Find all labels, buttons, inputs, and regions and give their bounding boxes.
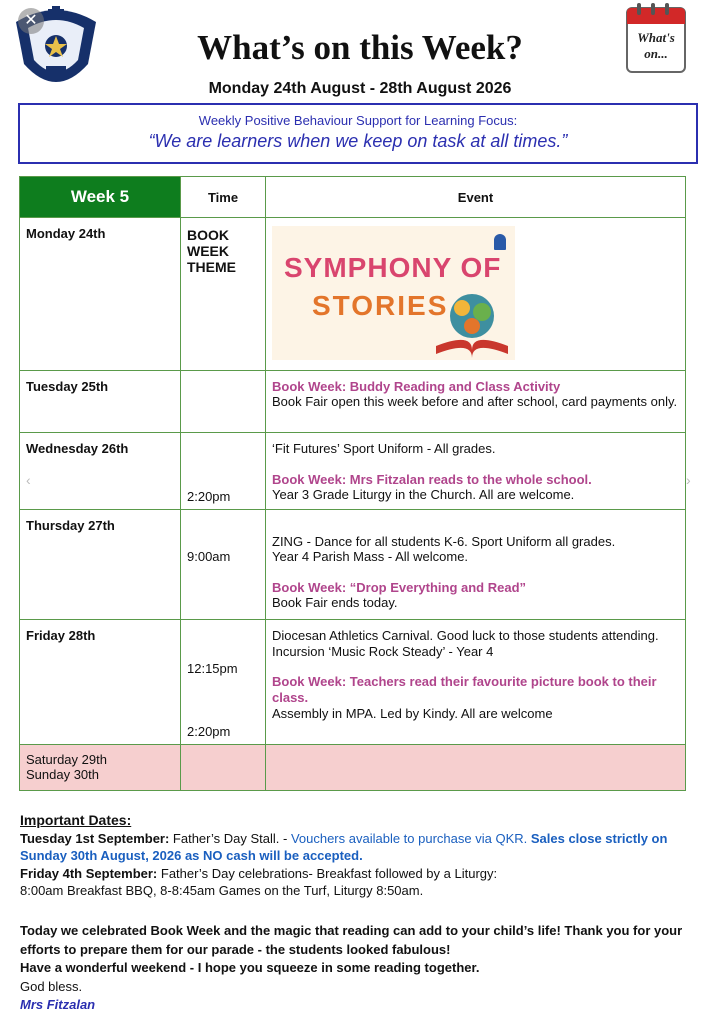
table-header-row (20, 177, 686, 218)
event-text: Book Week: Teachers read their favourite picture book to their class. (272, 674, 657, 705)
page-subtitle: Monday 24th August - 28th August 2026 (208, 80, 512, 97)
event-cell (266, 433, 686, 510)
day-label: Thursday 27th (20, 510, 181, 620)
calendar-icon (624, 2, 688, 76)
time-cell (181, 745, 266, 791)
event-cell (266, 371, 686, 433)
weekend-day-2: Sunday 30th (26, 767, 100, 782)
event-text: Book Week: Mrs Fitzalan reads to the whole school. (272, 472, 592, 487)
table-row-weekend (20, 745, 686, 791)
time-text: 9:00am (187, 549, 231, 564)
time-cell (181, 620, 266, 745)
weekend-day-1: Saturday 29th (26, 752, 107, 767)
day-label (20, 745, 181, 791)
behaviour-focus-box (18, 103, 698, 164)
time-cell (181, 371, 266, 433)
book-week-theme-label: BOOK WEEK THEME (187, 227, 236, 275)
important-dates-heading: Important Dates: (20, 812, 132, 828)
time-cell (181, 510, 266, 620)
svg-text:on...: on... (644, 46, 668, 61)
image-title-line-2: STORIES (312, 290, 449, 321)
week-header: Week 5 (20, 177, 181, 218)
important-dates-section (20, 812, 710, 900)
time-text: 2:20pm (187, 724, 231, 739)
image-title-line-1: SYMPHONY OF (284, 252, 502, 283)
close-icon[interactable]: ✕ (18, 8, 44, 34)
day-label: Tuesday 25th (20, 371, 181, 433)
day-label: Wednesday 26th (20, 433, 181, 510)
time-header: Time (181, 177, 266, 218)
page-title: What’s on this Week? (197, 28, 523, 67)
prev-page-arrow[interactable]: ‹ (26, 472, 31, 488)
date-text: Father’s Day Stall. - (169, 830, 291, 846)
date-text-blue: Vouchers available to purchase via QKR. (290, 830, 531, 846)
time-cell (181, 218, 266, 371)
important-date-item (20, 830, 710, 865)
blessing-text: God bless. (20, 978, 83, 994)
date-label: Friday 4th September: (20, 865, 158, 881)
table-row-thursday (20, 510, 686, 620)
svg-text:What's: What's (637, 30, 675, 45)
closing-message (20, 922, 710, 1015)
event-cell (266, 218, 686, 371)
table-row-wednesday (20, 433, 686, 510)
day-label: Friday 28th (20, 620, 181, 745)
closing-paragraph: Today we celebrated Book Week and the magic that reading can add to your child’s life! Thank you for your efforts to prepare them for our parade - the students looked fabulous! (20, 923, 683, 957)
date-label: Tuesday 1st September: (20, 830, 170, 846)
event-text: Book Week: Buddy Reading and Class Activity (272, 379, 561, 394)
event-text: Diocesan Athletics Carnival. Good luck to those students attending. (272, 628, 659, 643)
event-text: Book Week: “Drop Everything and Read” (272, 580, 527, 595)
focus-quote: “We are learners when we keep on task at all times.” (148, 131, 568, 151)
event-text: ZING - Dance for all students K-6. Sport Uniform all grades. (272, 534, 616, 549)
table-row-friday (20, 620, 686, 745)
next-page-arrow[interactable]: › (686, 472, 691, 488)
event-header: Event (266, 177, 686, 218)
signature: Mrs Fitzalan (20, 997, 96, 1012)
time-text: 2:20pm (187, 489, 231, 504)
weekly-schedule-table (19, 176, 686, 791)
time-text: 12:15pm (187, 661, 238, 676)
event-text: Assembly in MPA. Led by Kindy. All are welcome (272, 706, 553, 721)
symphony-of-stories-image (272, 226, 515, 360)
open-book-icon (432, 284, 512, 358)
table-row-tuesday (20, 371, 686, 433)
event-text: Year 4 Parish Mass - All welcome. (272, 549, 469, 564)
date-text-blue-bold: Sales close strictly on Sunday 30th August, 2026 as NO cash will be accepted. (20, 830, 668, 863)
important-date-item (20, 865, 710, 883)
date-text: Father’s Day celebrations- Breakfast followed by a Liturgy: (157, 865, 498, 881)
day-label: Monday 24th (20, 218, 181, 371)
cbca-logo-icon (494, 234, 506, 250)
focus-label: Weekly Positive Behaviour Support for Learning Focus: (198, 113, 518, 128)
event-cell (266, 745, 686, 791)
event-text: Book Fair open this week before and after school, card payments only. (272, 394, 678, 409)
event-text: ‘Fit Futures’ Sport Uniform - All grades. (272, 441, 496, 456)
event-cell (266, 510, 686, 620)
event-text: Incursion ‘Music Rock Steady’ - Year 4 (272, 644, 494, 659)
event-cell (266, 620, 686, 745)
event-text: Year 3 Grade Liturgy in the Church. All are welcome. (272, 487, 575, 502)
date-text: 8:00am Breakfast BBQ, 8-8:45am Games on the Turf, Liturgy 8:50am. (20, 883, 424, 898)
event-text: Book Fair ends today. (272, 595, 398, 610)
table-row-monday (20, 218, 686, 371)
time-cell (181, 433, 266, 510)
closing-paragraph: Have a wonderful weekend - I hope you squeeze in some reading together. (20, 960, 480, 975)
